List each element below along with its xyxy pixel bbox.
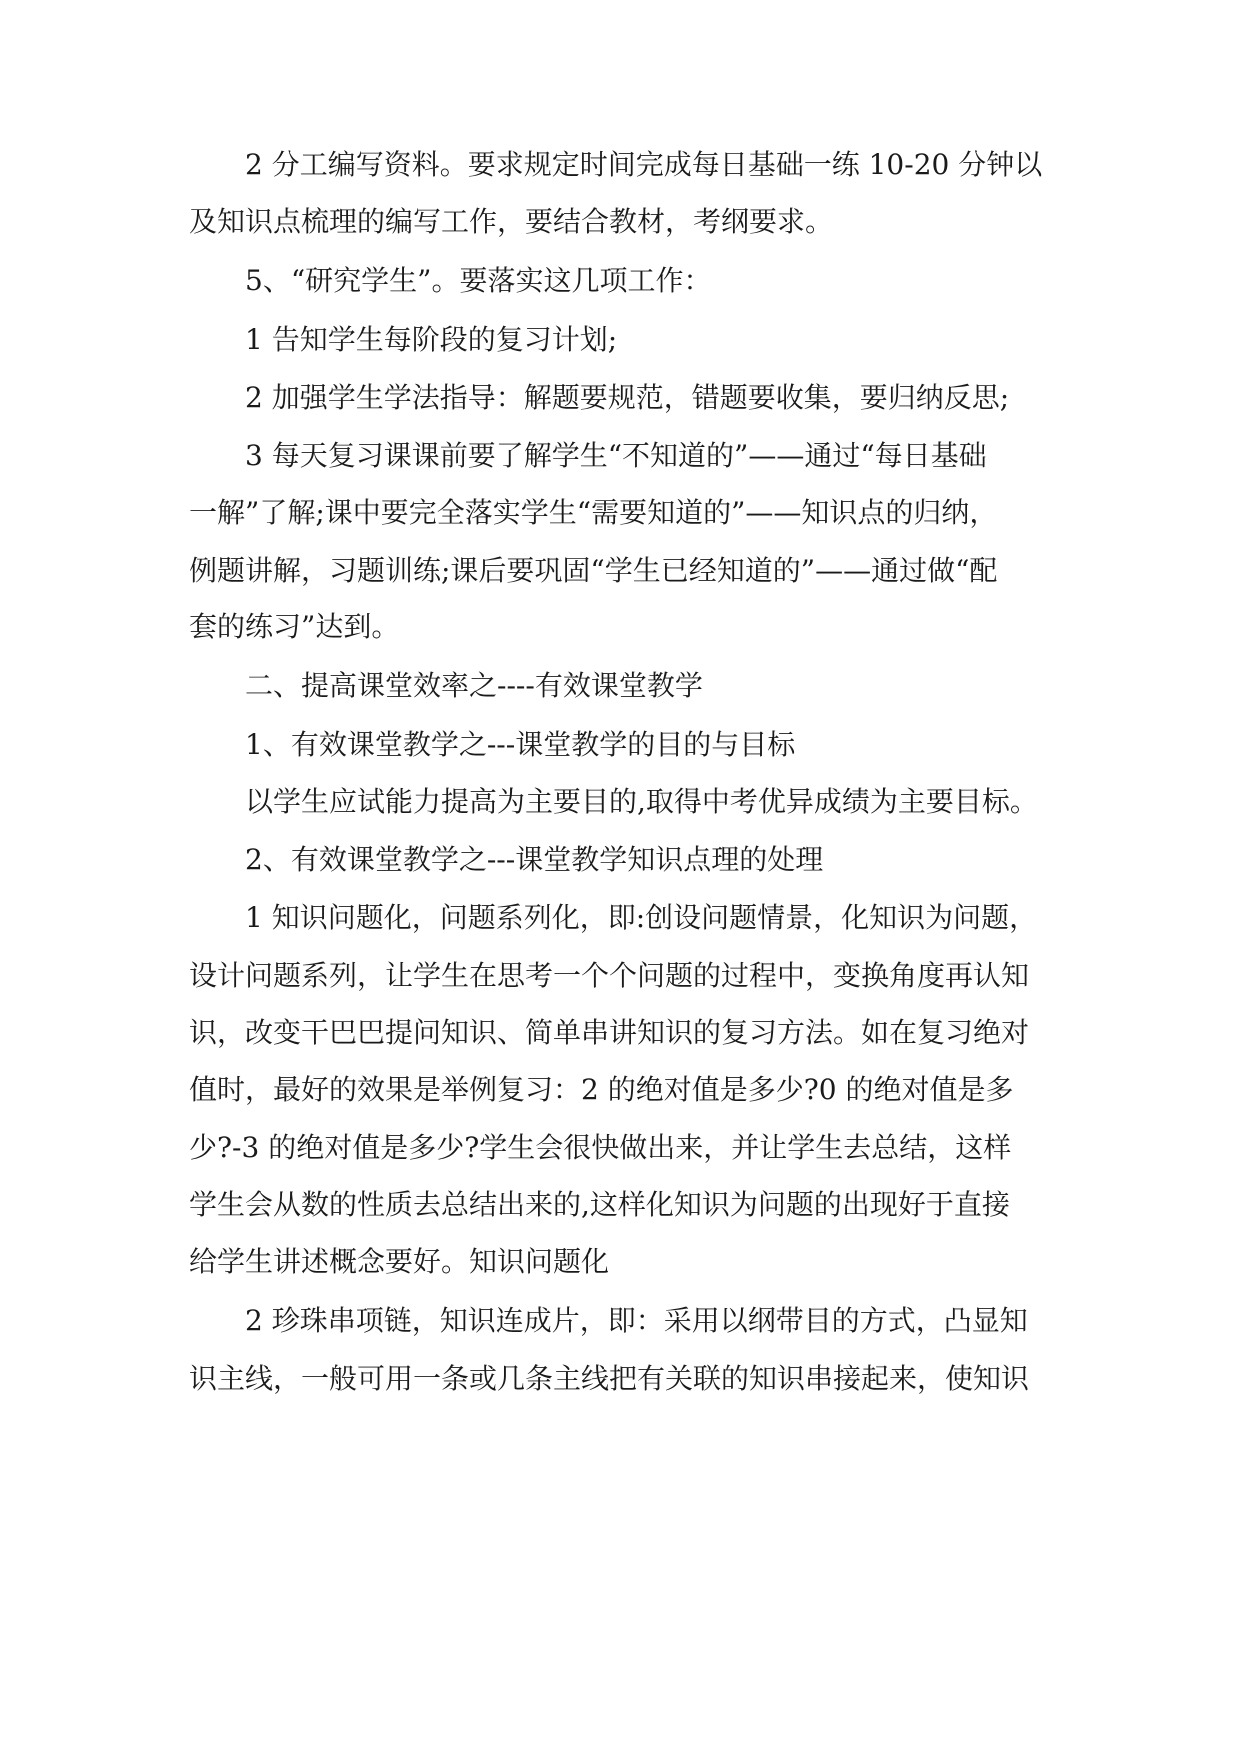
subsection-heading: 2、有效课堂教学之---课堂教学知识点理的处理 [245,843,824,876]
text-line: 套的练习”达到。 [189,610,400,643]
text-line: 以学生应试能力提高为主要目的,取得中考优异成绩为主要目标。 [245,785,1038,818]
text-line: 1 告知学生每阶段的复习计划; [245,323,618,356]
section-heading: 二、提高课堂效率之----有效课堂教学 [245,669,703,702]
text-line: 识，改变干巴巴提问知识、简单串讲知识的复习方法。如在复习绝对 [189,1016,1030,1049]
text-line: 设计问题系列，让学生在思考一个个问题的过程中，变换角度再认知 [189,959,1030,992]
text-line: 及知识点梳理的编写工作，要结合教材，考纲要求。 [189,205,834,238]
text-line: 给学生讲述概念要好。知识问题化 [189,1245,610,1278]
text-line: 一解”了解;课中要完全落实学生“需要知道的”——知识点的归纳， [189,496,998,529]
text-line: 2 珍珠串项链，知识连成片，即：采用以纲带目的方式，凸显知 [245,1304,1028,1337]
text-line: 例题讲解，习题训练;课后要巩固“学生已经知道的”——通过做“配 [189,554,998,587]
subsection-heading: 1、有效课堂教学之---课堂教学的目的与目标 [245,728,796,761]
text-line: 2 分工编写资料。要求规定时间完成每日基础一练 10-20 分钟以 [245,148,1043,181]
text-line: 2 加强学生学法指导：解题要规范，错题要收集，要归纳反思; [245,381,1010,414]
text-line: 值时，最好的效果是举例复习：2 的绝对值是多少?0 的绝对值是多 [189,1073,1014,1106]
text-line: 1 知识问题化，问题系列化，即:创设问题情景，化知识为问题， [245,901,1038,934]
text-line: 学生会从数的性质去总结出来的,这样化知识为问题的出现好于直接 [189,1188,1010,1221]
text-line: 3 每天复习课课前要了解学生“不知道的”——通过“每日基础 [245,439,987,472]
text-line: 少?-3 的绝对值是多少?学生会很快做出来，并让学生去总结，这样 [189,1131,1012,1164]
text-line: 5、“研究学生”。要落实这几项工作： [245,264,712,297]
text-line: 识主线，一般可用一条或几条主线把有关联的知识串接起来，使知识 [189,1362,1030,1395]
